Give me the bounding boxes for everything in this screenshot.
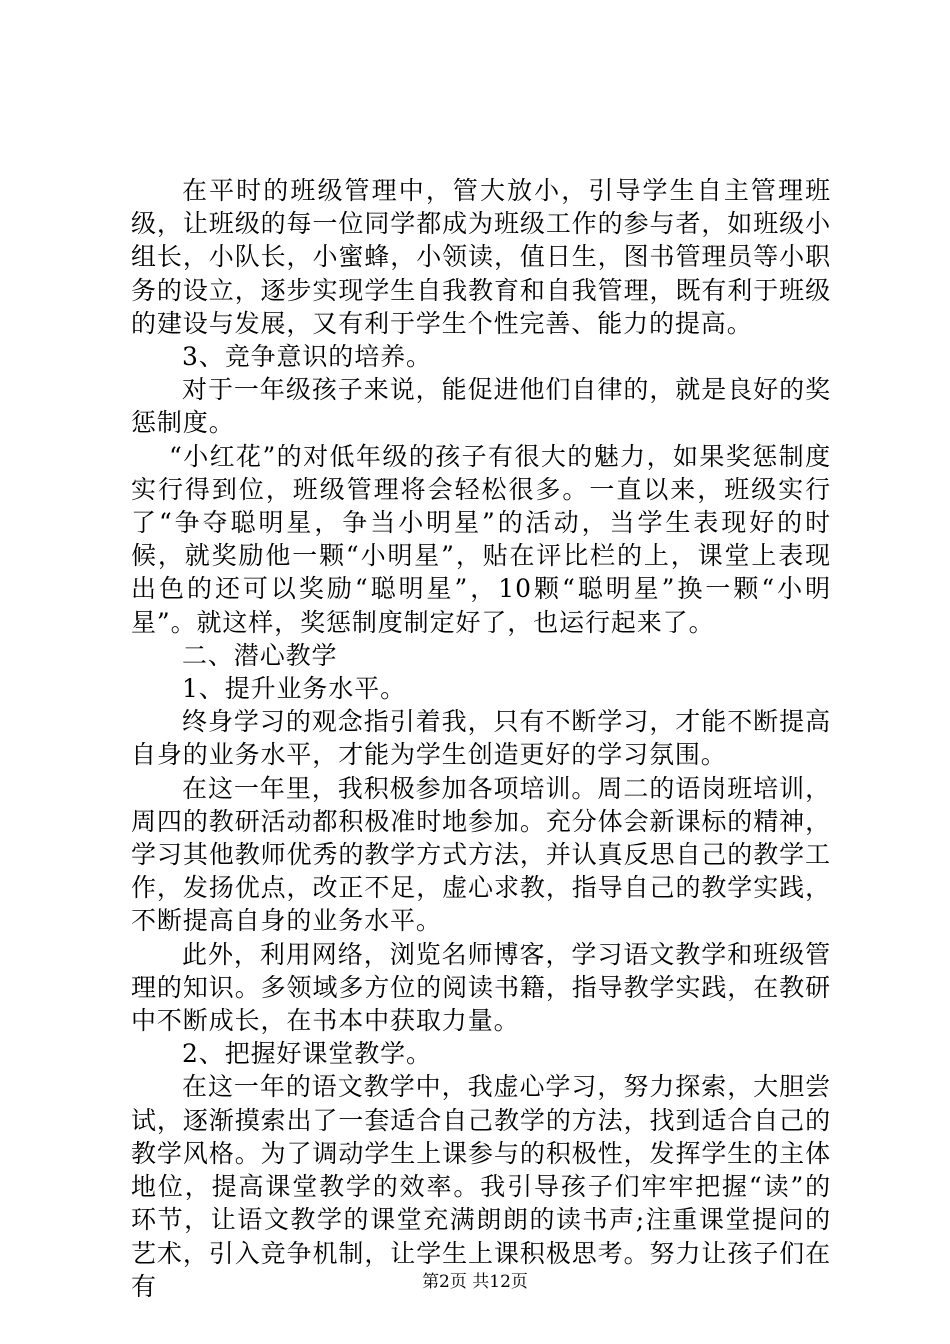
paragraph-little-red-flower: “小红花”的对低年级的孩子有很大的魅力，如果奖惩制度实行得到位，班级管理将会轻松很多。一直以来，班级实行了“争夺聪明星，争当小明星”的活动，当学生表现好的时候，就奖励他一颗“小明星”，贴在评比栏的上，课堂上表现出色的还可以奖励“聪明星”，10颗“聪明星”换一颗“小明星”。就这样，奖惩制度制定好了，也运行起来了。 — [131, 441, 831, 637]
paragraph-chinese-teaching: 在这一年的语文教学中，我虚心学习，努力探索，大胆尝试，逐渐摸索出了一套适合自己教学的方法，找到适合自己的教学风格。为了调动学生上课参与的积极性，发挥学生的主体地位，提高课堂教学的效率。我引导孩子们牢牢把握“读”的环节，让语文教学的课堂充满朗朗的读书声;注重课堂提问的艺术，引入竞争机制，让学生上课积极思考。努力让孩子们在有 — [131, 1072, 831, 1301]
paragraph-class-management: 在平时的班级管理中，管大放小，引导学生自主管理班级，让班级的每一位同学都成为班级工作的参与者，如班级小组长，小队长，小蜜蜂，小领读，值日生，图书管理员等小职务的设立，逐步实现学生自我教育和自我管理，既有利于班级的建设与发展，又有利于学生个性完善、能力的提高。 — [131, 176, 831, 338]
page-number-footer: 第2页 共12页 — [422, 1272, 528, 1292]
heading-classroom-teaching: 2、把握好课堂教学。 — [182, 1039, 432, 1069]
paragraph-reward-system: 对于一年级孩子来说，能促进他们自律的，就是良好的奖惩制度。 — [131, 375, 831, 438]
heading-competition-awareness: 3、竞争意识的培养。 — [182, 342, 432, 372]
body-text — [131, 174, 831, 1303]
paragraph-training: 在这一年里，我积极参加各项培训。周二的语岗班培训，周四的教研活动都积极准时地参加。充分体会新课标的精神，学习其他教师优秀的教学方式方法，并认真反思自己的教学工作，发扬优点，改正不足，虚心求教，指导自己的教学实践，不断提高自身的业务水平。 — [131, 773, 831, 936]
heading-dedicated-teaching: 二、潜心教学 — [182, 640, 338, 670]
heading-improve-professional-level: 1、提升业务水平。 — [182, 674, 407, 704]
paragraph-lifelong-learning: 终身学习的观念指引着我，只有不断学习，才能不断提高自身的业务水平，才能为学生创造更好的学习氛围。 — [131, 707, 831, 770]
paragraph-online-learning: 此外，利用网络，浏览名师博客，学习语文教学和班级管理的知识。多领域多方位的阅读书籍，指导教学实践，在教研中不断成长，在书本中获取力量。 — [131, 939, 831, 1036]
